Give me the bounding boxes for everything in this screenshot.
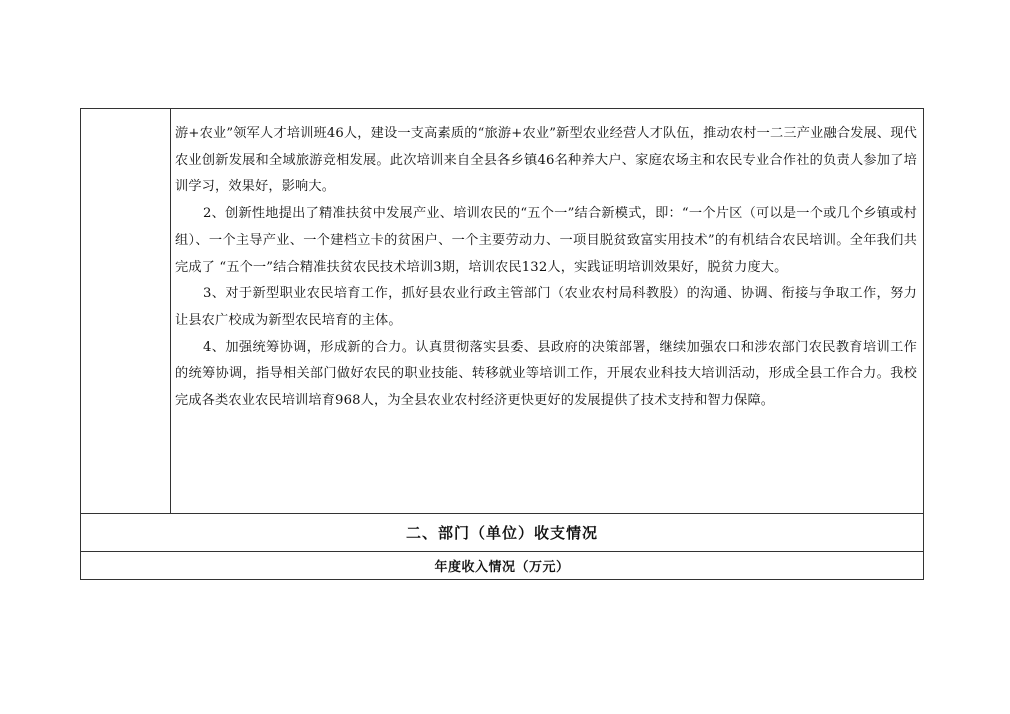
paragraph-4: 4、加强统筹协调，形成新的合力。认真贯彻落实县委、县政府的决策部署，继续加强农口和涉农部门农民教育培训工作的统筹协调，指导相关部门做好农民的职业技能、转移就业等培训工作，开展农业科技大培训活动，形成全县工作合力。我校完成各类农业农民培训培育968人，为全县农业农村经济更快更好的发展提供了技术支持和智力保障。 <box>175 339 917 409</box>
report-table <box>80 108 924 580</box>
subsection-header-row <box>81 551 923 579</box>
paragraph-3: 3、对于新型职业农民培育工作，抓好县农业行政主管部门（农业农村局科教股）的沟通、协调、衔接与争取工作，努力让县农广校成为新型农民培育的主体。 <box>175 286 917 328</box>
section-title: 二、部门（单位）收支情况 <box>405 524 598 542</box>
paragraph-1: 游+农业”领军人才培训班46人，建设一支高素质的“旅游+农业”新型农业经营人才队伍，推动农村一二三产业融合发展、现代农业创新发展和全域旅游竞相发展。此次培训来自全县各乡镇46名种养大户、家庭农场主和农民专业合作社的负责人参加了培训学习，效果好，影响大。 <box>175 126 917 195</box>
subsection-title: 年度收入情况（万元） <box>434 560 570 575</box>
table-left-column <box>81 109 171 513</box>
section-header-row <box>81 513 923 551</box>
paragraph-2: 2、创新性地提出了精准扶贫中发展产业、培训农民的“五个一”结合新模式，即：“一个片区（可以是一个或几个乡镇或村组）、一个主导产业、一个建档立卡的贫困户、一个主要劳动力、一项目脱贫致富实用技术”的有机结合农民培训。全年我们共完成了 “五个一”结合精准扶贫农民技术培训3期，培训农民132人，实践证明培训效果好，脱贫力度大。 <box>175 206 917 275</box>
table-content-cell <box>171 109 923 513</box>
